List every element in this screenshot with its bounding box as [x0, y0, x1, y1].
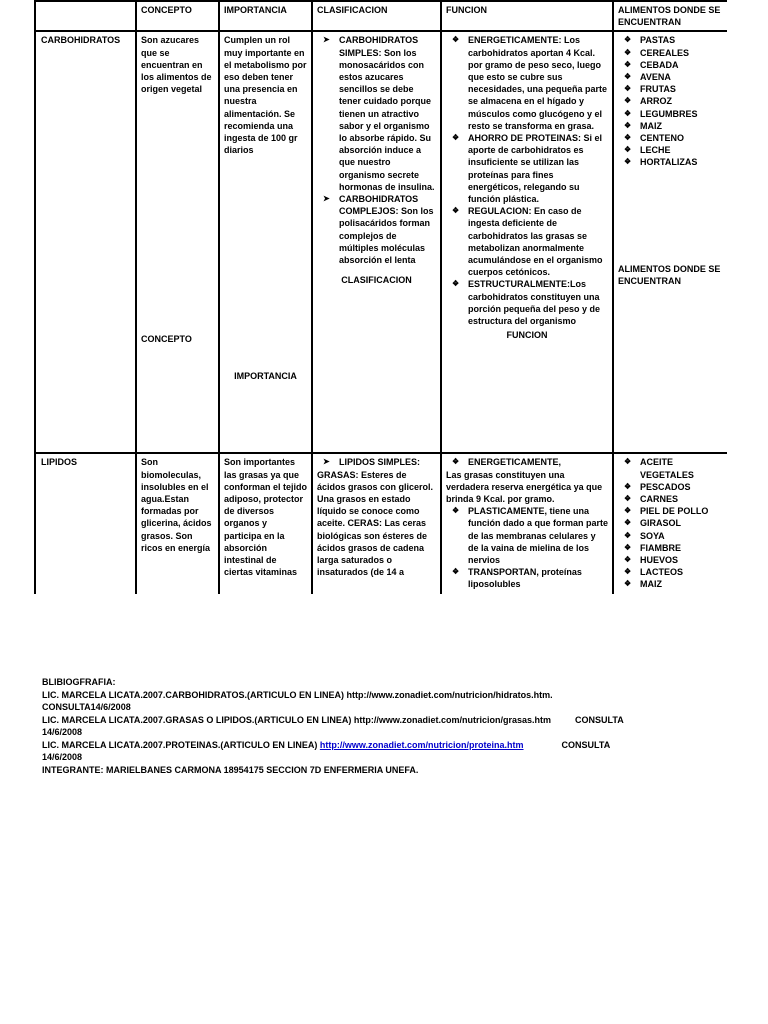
food-item: LACTEOS	[640, 567, 684, 578]
lipidos-importancia: Son importantes las grasas ya que conforman el tejido adiposo, protector de diversos organos y participa en la absorción intestinal de ciertas vitaminas	[219, 453, 312, 594]
diamond-bullet-icon: ❖	[624, 157, 632, 167]
list-item	[618, 83, 723, 95]
food-item: CENTENO	[640, 133, 685, 144]
table-row	[35, 31, 727, 453]
diamond-bullet-icon: ❖	[624, 120, 632, 130]
diamond-bullet-icon: ❖	[624, 133, 632, 143]
lipidos-funcion-energy-body: Las grasas constituyen una verdadera reserva energética ya que brinda 9 Kcal. por gramo.	[446, 469, 603, 505]
repeat-header-importancia: IMPORTANCIA	[234, 371, 297, 382]
bibliography-proteina-link[interactable]: http://www.zonadiet.com/nutricion/proteina.htm	[319, 739, 524, 750]
food-item: AVENA	[640, 72, 671, 83]
list-item	[446, 456, 608, 468]
diamond-bullet-icon: ❖	[624, 506, 632, 516]
list-item	[618, 95, 723, 107]
header-alimentos: ALIMENTOS DONDE SE ENCUENTRAN	[613, 1, 727, 31]
list-item	[618, 34, 723, 46]
diamond-bullet-icon: ❖	[452, 506, 460, 516]
lipidos-funcion-list	[446, 456, 608, 468]
diamond-bullet-icon: ❖	[624, 59, 632, 69]
food-item: HUEVOS	[640, 555, 679, 566]
list-item	[618, 71, 723, 83]
diamond-bullet-icon: ❖	[624, 555, 632, 565]
bibliography-line-3	[42, 739, 732, 752]
repeat-header-concepto: CONCEPTO	[141, 334, 192, 345]
list-item	[618, 505, 723, 517]
funcion-estructuralmente: ESTRUCTURALMENTE:Los carbohidratos constituyen una porción pequeña del peso y de estructura del organismo	[468, 279, 601, 327]
arrow-bullet-icon: ➤	[323, 35, 330, 45]
diamond-bullet-icon: ❖	[624, 567, 632, 577]
food-item: ACEITE VEGETALES	[640, 457, 694, 480]
bibliography-line-3b: 14/6/2008	[42, 752, 83, 762]
list-item	[618, 554, 723, 566]
repeat-header-alimentos: ALIMENTOS DONDE SE ENCUENTRAN	[618, 263, 721, 286]
list-item	[618, 156, 723, 168]
diamond-bullet-icon: ❖	[624, 579, 632, 589]
diamond-bullet-icon: ❖	[624, 96, 632, 106]
food-item: HORTALIZAS	[640, 157, 698, 168]
list-item	[317, 456, 436, 468]
repeat-header-funcion: FUNCION	[506, 330, 548, 341]
list-item	[618, 542, 723, 554]
row-label-lipidos: LIPIDOS	[35, 453, 136, 594]
diamond-bullet-icon: ❖	[624, 72, 632, 82]
bibliography-line-3-consulta: CONSULTA	[561, 739, 611, 750]
lipidos-funcion-list-2	[446, 505, 608, 590]
list-item	[618, 578, 723, 590]
list-item	[317, 193, 436, 266]
food-item: ARROZ	[640, 96, 672, 107]
carbohidratos-clasificacion-cell	[312, 31, 441, 453]
list-item	[618, 132, 723, 144]
list-item	[446, 505, 608, 566]
bibliography-line-2b: 14/6/2008	[42, 727, 83, 737]
diamond-bullet-icon: ❖	[624, 530, 632, 540]
food-item: LEGUMBRES	[640, 108, 698, 119]
funcion-energeticamente: ENERGETICAMENTE: Los carbohidratos aportan 4 Kcal. por gramo de peso seco, luego que esto se cubre sus necesidades, una pequeña parte se almacena en el hígado y músculos como glucógeno y el resto se transforma en grasa.	[468, 35, 608, 131]
list-item	[618, 47, 723, 59]
list-item	[618, 120, 723, 132]
bibliography-line-2-consulta: CONSULTA	[575, 714, 624, 725]
header-empty-cell	[35, 1, 136, 31]
bibliography-line-1b: CONSULTA14/6/2008	[42, 702, 131, 712]
list-item	[446, 132, 608, 205]
list-item	[618, 493, 723, 505]
list-item	[618, 481, 723, 493]
food-item: MAIZ	[640, 579, 662, 590]
diamond-bullet-icon: ❖	[624, 108, 632, 118]
carbohidratos-alimentos-list	[618, 34, 723, 168]
bibliography-integrante: INTEGRANTE: MARIELBANES CARMONA 18954175 SECCION 7D ENFERMERIA UNEFA.	[42, 764, 419, 775]
list-item	[446, 278, 608, 327]
lipidos-simples-head: LIPIDOS SIMPLES:	[339, 457, 421, 468]
bibliography-line-1: LIC. MARCELA LICATA.2007.CARBOHIDRATOS.(ARTICULO EN LINEA) http://www.zonadiet.com/nutricion/hidratos.htm.	[42, 689, 553, 700]
food-item: CEBADA	[640, 59, 679, 70]
list-item	[618, 517, 723, 529]
lipidos-concepto: Son biomoleculas, insolubles en el agua.Estan formadas por glicerina, ácidos grasos. Son ricos en energía	[136, 453, 219, 594]
lipidos-funcion-transportan: TRANSPORTAN, proteínas liposolubles	[468, 567, 582, 590]
arrow-bullet-icon: ➤	[323, 194, 330, 204]
carbohidratos-concepto-cell	[136, 31, 219, 453]
table-row	[35, 453, 727, 594]
food-item: FRUTAS	[640, 84, 676, 95]
funcion-regulacion: REGULACION: En caso de ingesta deficiente de carbohidratos las grasas se metabolizan anormalmente acumulándose en el organismo cuerpos cetónicos.	[468, 206, 603, 278]
list-item	[618, 456, 723, 480]
lipidos-alimentos-list	[618, 456, 723, 590]
diamond-bullet-icon: ❖	[624, 457, 632, 467]
carbohidratos-clasificacion-list	[317, 34, 436, 266]
bibliography-line-2-text: LIC. MARCELA LICATA.2007.GRASAS O LIPIDOS.(ARTICULO EN LINEA) http://www.zonadiet.com/nutricion/grasas.htm	[42, 714, 552, 725]
diamond-bullet-icon: ❖	[452, 457, 460, 467]
row-label-carbohidratos: CARBOHIDRATOS	[35, 31, 136, 453]
lipidos-clasificacion-cell	[312, 453, 441, 594]
food-item: GIRASOL	[640, 518, 682, 529]
carbohidratos-alimentos-cell	[613, 31, 727, 453]
header-concepto: CONCEPTO	[136, 1, 219, 31]
lipidos-alimentos-cell	[613, 453, 727, 594]
food-item: FIAMBRE	[640, 542, 681, 553]
diamond-bullet-icon: ❖	[624, 145, 632, 155]
lipidos-funcion-energeticamente: ENERGETICAMENTE,	[468, 457, 562, 468]
carbohidratos-importancia-cell	[219, 31, 312, 453]
nutrition-table	[34, 0, 727, 594]
clasificacion-complejos: CARBOHIDRATOS COMPLEJOS: Son los polisacáridos forman complejos de múltiples moléculas absorción el lenta	[339, 194, 434, 266]
lipidos-clasificacion-list	[317, 456, 436, 468]
list-item	[618, 144, 723, 156]
diamond-bullet-icon: ❖	[452, 206, 460, 216]
diamond-bullet-icon: ❖	[624, 494, 632, 504]
lipidos-funcion-cell	[441, 453, 613, 594]
lipidos-funcion-plasticamente: PLASTICAMENTE, tiene una función dado a que forman parte de las membranas celulares y de la vaina de mielina de los nervios	[468, 506, 609, 566]
table-header-row	[35, 1, 727, 31]
list-item	[618, 566, 723, 578]
list-item	[618, 530, 723, 542]
list-item	[446, 34, 608, 132]
bibliography	[42, 676, 732, 776]
bibliography-line-3-text: LIC. MARCELA LICATA.2007.PROTEINAS.(ARTICULO EN LINEA)	[42, 739, 318, 750]
food-item: LECHE	[640, 145, 671, 156]
list-item	[446, 566, 608, 590]
list-item	[317, 34, 436, 193]
header-clasificacion: CLASIFICACION	[312, 1, 441, 31]
list-item	[446, 205, 608, 278]
food-item: CARNES	[640, 494, 679, 505]
list-item	[618, 108, 723, 120]
diamond-bullet-icon: ❖	[624, 35, 632, 45]
bibliography-title: BLIBIOGFRAFIA:	[42, 677, 116, 687]
carbohidratos-funcion-cell	[441, 31, 613, 453]
carbohidratos-importancia: Cumplen un rol muy importante en el metabolismo por eso deben tener una presencia en nuestra alimentación. Se recomienda una ingesta de 100 gr diarios	[224, 35, 307, 156]
food-item: MAIZ	[640, 120, 662, 131]
lipidos-clasificacion-body: GRASAS: Esteres de ácidos grasos con glicerol. Una grasos en estado líquido se conoce como aceite. CERAS: Las ceras biológicas son ésteres de ácidos grasos de cadena larga saturados o insaturados (de 14 a	[317, 469, 434, 578]
diamond-bullet-icon: ❖	[452, 35, 460, 45]
diamond-bullet-icon: ❖	[624, 542, 632, 552]
diamond-bullet-icon: ❖	[624, 518, 632, 528]
food-item: CEREALES	[640, 47, 690, 58]
carbohidratos-concepto: Son azucares que se encuentran en los alimentos de origen vegetal	[141, 35, 212, 95]
diamond-bullet-icon: ❖	[624, 47, 632, 57]
nutrition-table-wrapper	[34, 0, 727, 594]
header-importancia: IMPORTANCIA	[219, 1, 312, 31]
header-funcion: FUNCION	[441, 1, 613, 31]
food-item: PESCADOS	[640, 481, 691, 492]
food-item: PASTAS	[640, 35, 676, 46]
funcion-ahorro-proteinas: AHORRO DE PROTEINAS: Si el aporte de carbohidratos es insuficiente se utilizan las proteínas para fines energéticos, relegando su función plástica.	[468, 133, 603, 205]
food-item: SOYA	[640, 530, 665, 541]
diamond-bullet-icon: ❖	[452, 567, 460, 577]
diamond-bullet-icon: ❖	[452, 133, 460, 143]
diamond-bullet-icon: ❖	[624, 481, 632, 491]
list-item	[618, 59, 723, 71]
arrow-bullet-icon: ➤	[323, 457, 330, 467]
diamond-bullet-icon: ❖	[624, 84, 632, 94]
carbohidratos-funcion-list	[446, 34, 608, 327]
diamond-bullet-icon: ❖	[452, 279, 460, 289]
bibliography-line-2	[42, 714, 732, 727]
repeat-header-clasificacion: CLASIFICACION	[341, 275, 412, 286]
clasificacion-simples: CARBOHIDRATOS SIMPLES: Son los monosacáridos con estos azucares sencillos se debe tener cuidado porque tienen un atractivo sabor y el organismo lo absorbe rápido. Su absorción induce a que nuestro organismo secrete hormonas de insulina.	[339, 35, 435, 192]
food-item: PIEL DE POLLO	[640, 506, 709, 517]
